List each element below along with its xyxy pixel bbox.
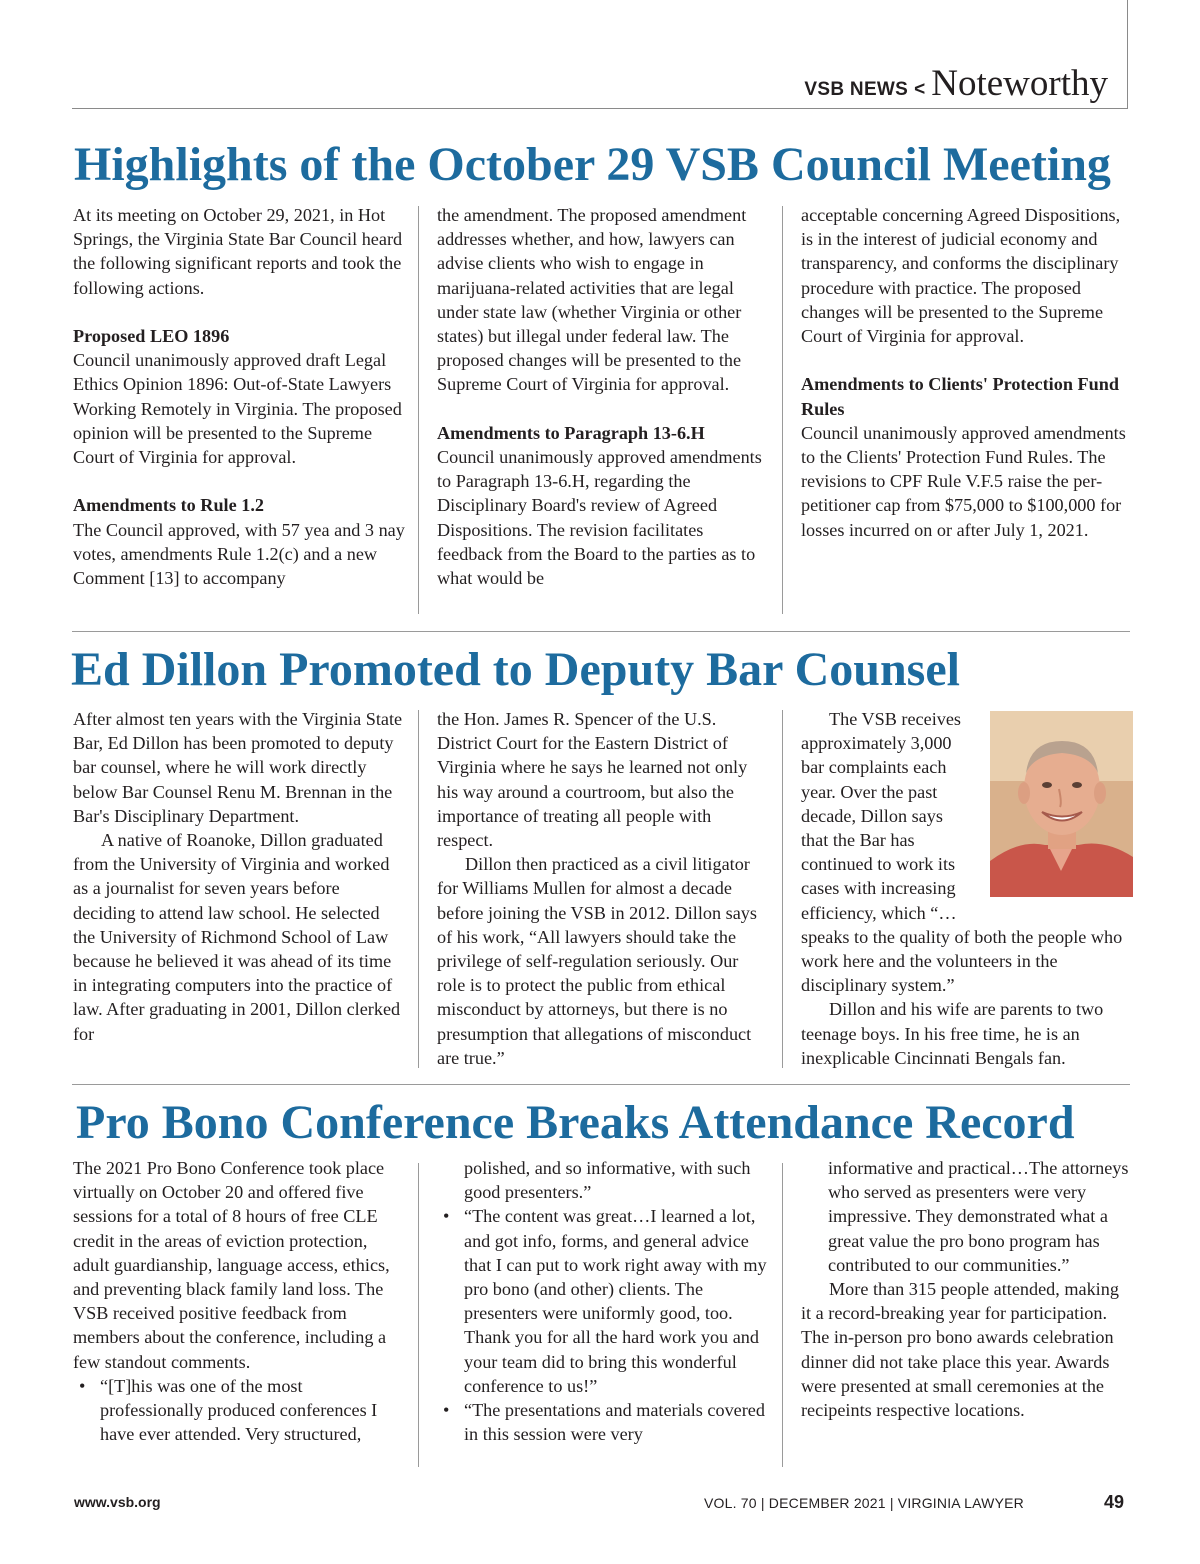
column-divider bbox=[418, 710, 419, 1068]
text-line: bar complaints each bbox=[801, 757, 947, 778]
article3-column-1 bbox=[73, 1156, 405, 1446]
article2-column-2 bbox=[437, 707, 769, 1070]
column-divider bbox=[782, 206, 783, 614]
column-divider bbox=[418, 206, 419, 614]
paragraph: acceptable concerning Agreed Dispositions, is in the interest of judicial economy and transparency, and conforms the disciplinary procedure with practice. The proposed changes will be presented to the Supreme Court of Virginia for approval. bbox=[801, 205, 1121, 347]
paragraph: A native of Roanoke, Dillon graduated from the University of Virginia and worked as a journalist for seven years before deciding to attend law school. He selected the University of Richmond School of Law because he believed it was ahead of its time in integrating computers into the practice of law. After graduating in 2001, Dillon clerked for bbox=[73, 830, 401, 1044]
column-divider bbox=[418, 1163, 419, 1467]
text-line: year. Over the past bbox=[801, 781, 938, 802]
subheading-leo-1896: Proposed LEO 1896 bbox=[73, 326, 230, 346]
article3-column-2 bbox=[437, 1156, 769, 1446]
text-line: The VSB receives bbox=[829, 709, 961, 729]
article1-column-3 bbox=[801, 203, 1133, 542]
header-rule bbox=[72, 108, 1128, 109]
section-separator: < bbox=[914, 79, 926, 100]
text-line: cases with increasing bbox=[801, 878, 956, 899]
feedback-list bbox=[437, 1204, 769, 1446]
ed-dillon-photo bbox=[990, 711, 1133, 897]
paragraph: the Hon. James R. Spencer of the U.S. District Court for the Eastern District of Virginia where he says he learned not only his way around a courtroom, but also the importance of treating all people with respect. bbox=[437, 709, 748, 851]
paragraph: Dillon and his wife are parents to two teenage boys. In his free time, he is an inexplicable Cincinnati Bengals fan. bbox=[801, 999, 1104, 1068]
quote-text: “The presentations and materials covered in this session were very bbox=[464, 1400, 765, 1445]
text-line: efficiency, which “… bbox=[801, 902, 957, 923]
section-rule bbox=[72, 631, 1130, 632]
article-title-council-meeting: Highlights of the October 29 VSB Council Meeting bbox=[74, 138, 1111, 191]
article-title-pro-bono: Pro Bono Conference Breaks Attendance Record bbox=[76, 1096, 1075, 1149]
subheading-paragraph-13-6h: Amendments to Paragraph 13-6.H bbox=[437, 422, 705, 443]
article1-column-2 bbox=[437, 203, 769, 590]
paragraph: Council unanimously approved amendments to the Clients' Protection Fund Rules. The revisions to CPF Rule V.F.5 raise the per-petitioner cap from $75,000 to $100,000 for losses incurred on or after July 1, 2021. bbox=[801, 422, 1126, 540]
text-line: approximately 3,000 bbox=[801, 733, 952, 754]
text-line: decade, Dillon says bbox=[801, 805, 943, 826]
paragraph: Council unanimously approved draft Legal Ethics Opinion 1896: Out-of-State Lawyers Working Remotely in Virginia. The proposed opinion will be presented to the Supreme Court of Virginia for approval. bbox=[73, 350, 402, 468]
paragraph: The Council approved, with 57 yea and 3 nay votes, amendments Rule 1.2(c) and a new Comment [13] to accompany bbox=[73, 519, 405, 589]
subsection-label: Noteworthy bbox=[931, 63, 1108, 104]
quote-text: “The content was great…I learned a lot, and got info, forms, and general advice that I can put to work right away with my pro bono (and other) clients. The presenters were uniformly good, too. Thank you for all the hard work you and your team did to bring this wonderful conference to us!” bbox=[464, 1206, 767, 1396]
article3-column-3 bbox=[801, 1156, 1133, 1422]
feedback-list bbox=[73, 1374, 405, 1447]
column-divider bbox=[782, 710, 783, 1068]
section-rule bbox=[72, 1084, 1130, 1085]
footer-issue: VOL. 70 | DECEMBER 2021 | VIRGINIA LAWYER bbox=[704, 1495, 1024, 1511]
header-edge-rule bbox=[1127, 0, 1128, 108]
bullet-icon: • bbox=[79, 1375, 86, 1396]
quote-continuation: informative and practical…The attorneys who served as presenters were very impressive. They demonstrated what a great value the pro bono program has contributed to our communities.” bbox=[828, 1158, 1129, 1275]
article2-column-1 bbox=[73, 707, 405, 1046]
subheading-rule-1-2: Amendments to Rule 1.2 bbox=[73, 495, 264, 516]
paragraph: Council unanimously approved amendments to Paragraph 13-6.H, regarding the Disciplinary Board's review of Agreed Dispositions. The revision facilitates feedback from the Board to the parties as to what would be bbox=[437, 447, 762, 589]
paragraph: The 2021 Pro Bono Conference took place virtually on October 20 and offered five sessions for a total of 8 hours of free CLE credit in the areas of eviction protection, adult guardianship, language access, ethics, and preventing black family land loss. The VSB received positive feedback from members about the conference, including a few standout comments. bbox=[73, 1158, 390, 1372]
article1-intro: At its meeting on October 29, 2021, in Hot Springs, the Virginia State Bar Council heard the following significant reports and took the following actions. bbox=[73, 205, 403, 298]
bullet-icon: • bbox=[443, 1400, 450, 1421]
text-line: continued to work its bbox=[801, 854, 956, 875]
running-header bbox=[804, 62, 1108, 105]
list-item bbox=[73, 1374, 405, 1447]
bullet-icon: • bbox=[443, 1206, 450, 1227]
text-line: that the Bar has bbox=[801, 830, 915, 851]
section-label: VSB NEWS bbox=[804, 79, 909, 100]
footer-url: www.vsb.org bbox=[74, 1494, 161, 1510]
paragraph: More than 315 people attended, making it a record-breaking year for participation. The in-person pro bono awards celebration dinner did not take place this year. Awards were presented at small ceremonies at the recipeints respective locations. bbox=[801, 1279, 1119, 1421]
column-divider bbox=[782, 1163, 783, 1467]
subheading-clients-protection-fund: Amendments to Clients' Protection Fund Rules bbox=[801, 374, 1119, 419]
paragraph: Dillon then practiced as a civil litigator for Williams Mullen for almost a decade before joining the VSB in 2012. Dillon says of his work, “All lawyers should take the privilege of self-regulation seriously. Our role is to protect the public from ethical misconduct by attorneys, but there is no presumption that allegations of misconduct are true.” bbox=[437, 854, 757, 1068]
paragraph: the amendment. The proposed amendment addresses whether, and how, lawyers can advise clients who wish to engage in marijuana-related activities that are legal under state law (whether Virginia or other states) but illegal under federal law. The proposed changes will be presented to the Supreme Court of Virginia for approval. bbox=[437, 205, 747, 395]
paragraph: After almost ten years with the Virginia State Bar, Ed Dillon has been promoted to deputy bar counsel, where he will work directly below Bar Counsel Renu M. Brennan in the Bar's Disciplinary Department. bbox=[73, 709, 403, 826]
article-title-dillon: Ed Dillon Promoted to Deputy Bar Counsel bbox=[71, 643, 960, 696]
portrait-illustration bbox=[990, 711, 1133, 897]
article1-column-1 bbox=[73, 203, 405, 590]
paragraph: speaks to the quality of both the people who work here and the volunteers in the disciplinary system.” bbox=[801, 926, 1123, 996]
page-number: 49 bbox=[1104, 1492, 1125, 1512]
list-item bbox=[437, 1398, 769, 1446]
quote-continuation: polished, and so informative, with such good presenters.” bbox=[464, 1158, 751, 1203]
quote-text: “[T]his was one of the most professionally produced conferences I have ever attended. Very structured, bbox=[100, 1375, 378, 1445]
list-item bbox=[437, 1204, 769, 1398]
